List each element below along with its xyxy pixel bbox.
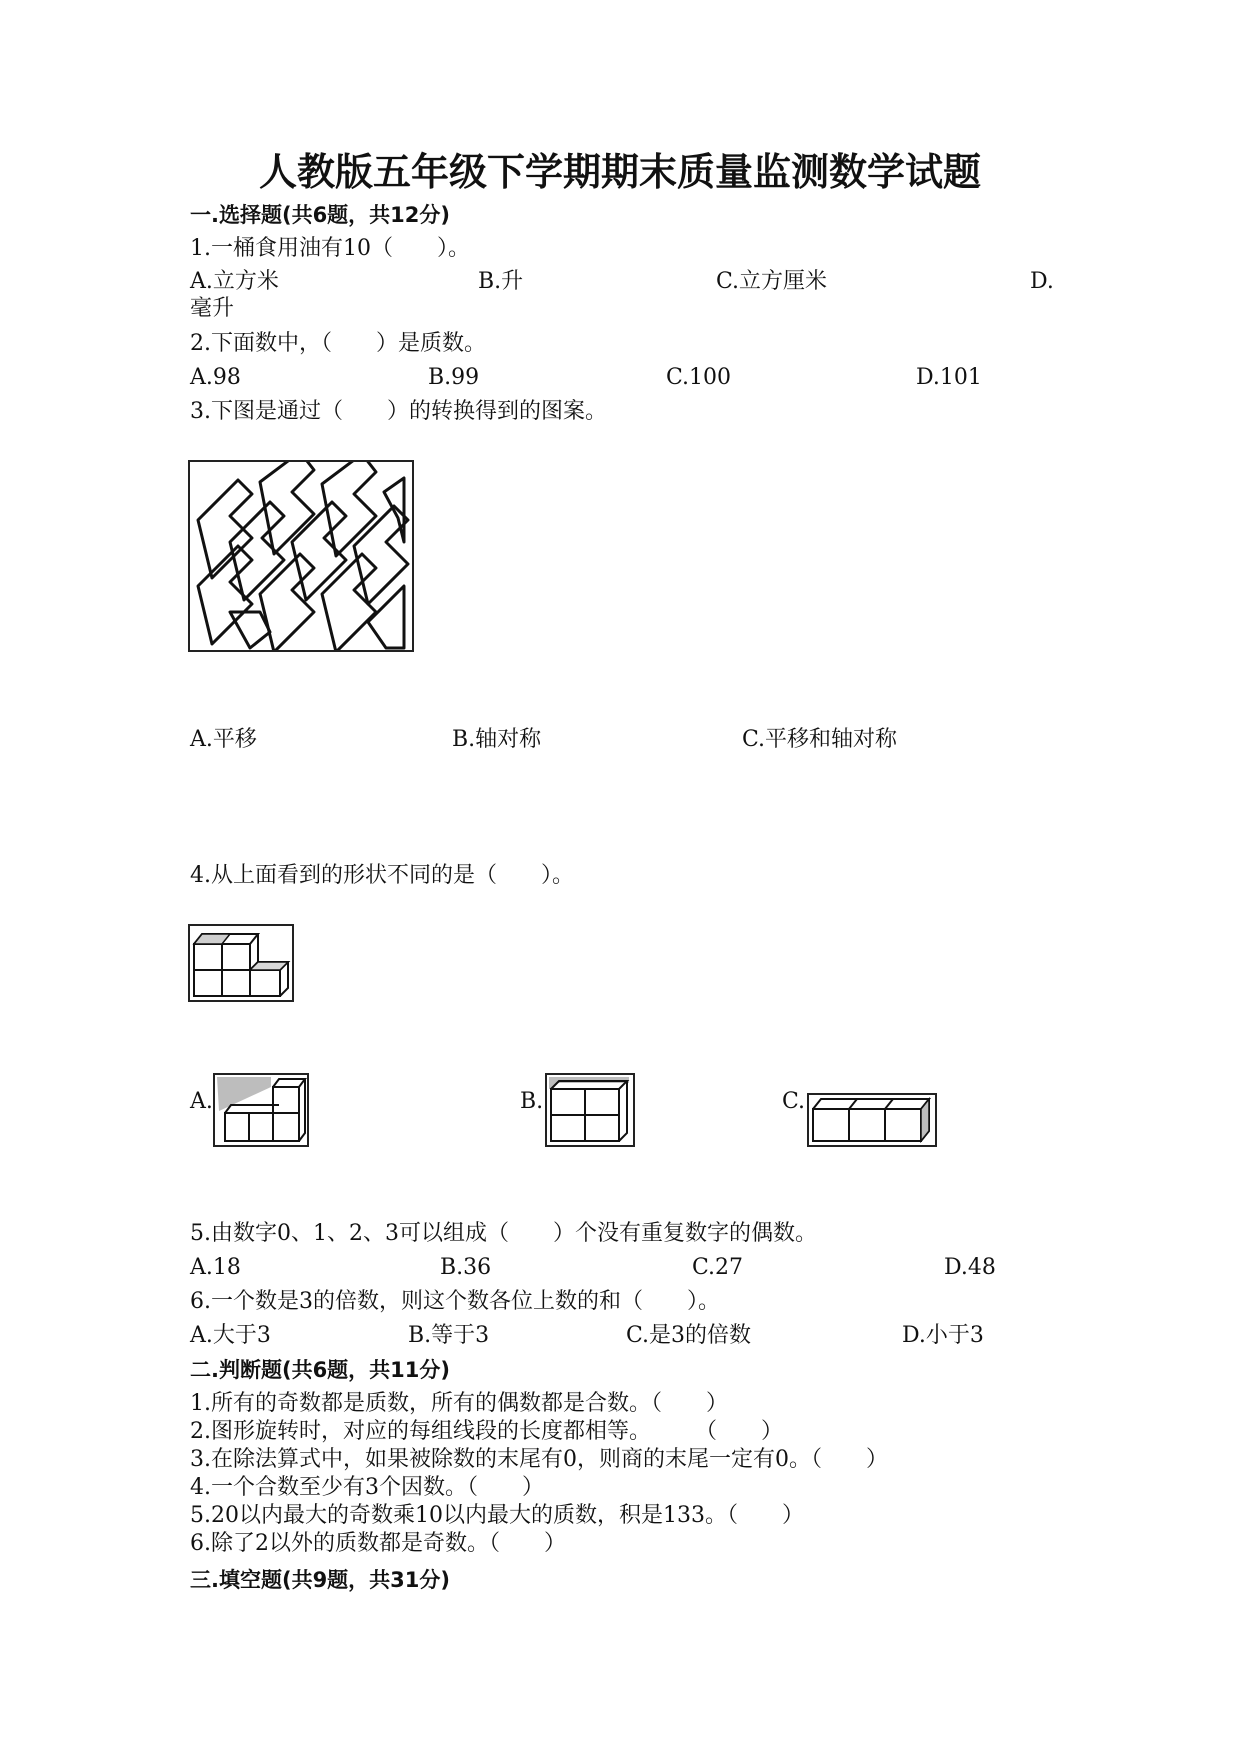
q1-option-c: C.立方厘米 [716,269,828,294]
judgment-item: 4.一个合数至少有3个因数。（ ） [190,1475,544,1500]
q2-option-c: C.100 [666,365,732,390]
cube-option-a-icon [215,1075,307,1145]
section-heading: 三.填空题(共9题，共31分) [190,1568,451,1592]
q1-option-d-cont: 毫升 [190,296,235,321]
q1-option-a: A.立方米 [190,269,279,294]
zigzag-pattern-icon [190,462,412,650]
q4-option-a: A. [190,1089,213,1114]
question-2: 2.下面数中，（ ）是质数。 [190,331,486,356]
q3-option-a: A.平移 [190,727,257,752]
q4-cube-figure [188,924,294,1002]
section-heading: 一.选择题(共6题，共12分) [190,203,451,227]
question-4: 4.从上面看到的形状不同的是（ ）。 [190,863,574,888]
q6-option-c: C.是3的倍数 [626,1323,752,1348]
q2-option-b: B.99 [428,365,480,390]
question-3: 3.下图是通过（ ）的转换得到的图案。 [190,399,607,424]
q6-option-b: B.等于3 [408,1323,490,1348]
q5-option-b: B.36 [440,1255,492,1280]
q4-option-b: B. [520,1089,544,1114]
q4-option-c-figure [807,1093,937,1147]
judgment-item: 5.20以内最大的奇数乘10以内最大的质数，积是133。（ ） [190,1503,804,1528]
judgment-item: 6.除了2以外的质数都是奇数。（ ） [190,1531,566,1556]
q1-option-b: B.升 [478,269,524,294]
q6-option-a: A.大于3 [190,1323,271,1348]
judgment-item: 1.所有的奇数都是质数，所有的偶数都是合数。（ ） [190,1391,728,1416]
q4-option-a-figure [213,1073,309,1147]
q5-option-c: C.27 [692,1255,744,1280]
q3-option-c: C.平移和轴对称 [742,727,898,752]
q1-option-d: D. [1030,269,1054,294]
section-heading: 二.判断题(共6题，共11分) [190,1358,451,1382]
q4-option-c: C. [782,1089,806,1114]
judgment-item: 2.图形旋转时，对应的每组线段的长度都相等。 （ ） [190,1419,783,1444]
q4-option-b-figure [545,1073,635,1147]
q5-option-d: D.48 [944,1255,996,1280]
q2-option-a: A.98 [190,365,241,390]
cube-option-c-icon [809,1095,935,1145]
cube-option-b-icon [547,1075,633,1145]
question-6: 6.一个数是3的倍数，则这个数各位上数的和（ ）。 [190,1289,720,1314]
cube-stack-icon [190,926,292,1000]
judgment-item: 3.在除法算式中，如果被除数的末尾有0，则商的末尾一定有0。（ ） [190,1447,888,1472]
question-5: 5.由数字0、1、2、3可以组成（ ）个没有重复数字的偶数。 [190,1221,817,1246]
question-1: 1.一桶食用油有10（ ）。 [190,236,470,261]
q3-pattern-figure [188,460,414,652]
q2-option-d: D.101 [916,365,982,390]
page-title: 人教版五年级下学期期末质量监测数学试题 [258,149,981,194]
q3-option-b: B.轴对称 [452,727,542,752]
q5-option-a: A.18 [190,1255,241,1280]
q6-option-d: D.小于3 [902,1323,984,1348]
